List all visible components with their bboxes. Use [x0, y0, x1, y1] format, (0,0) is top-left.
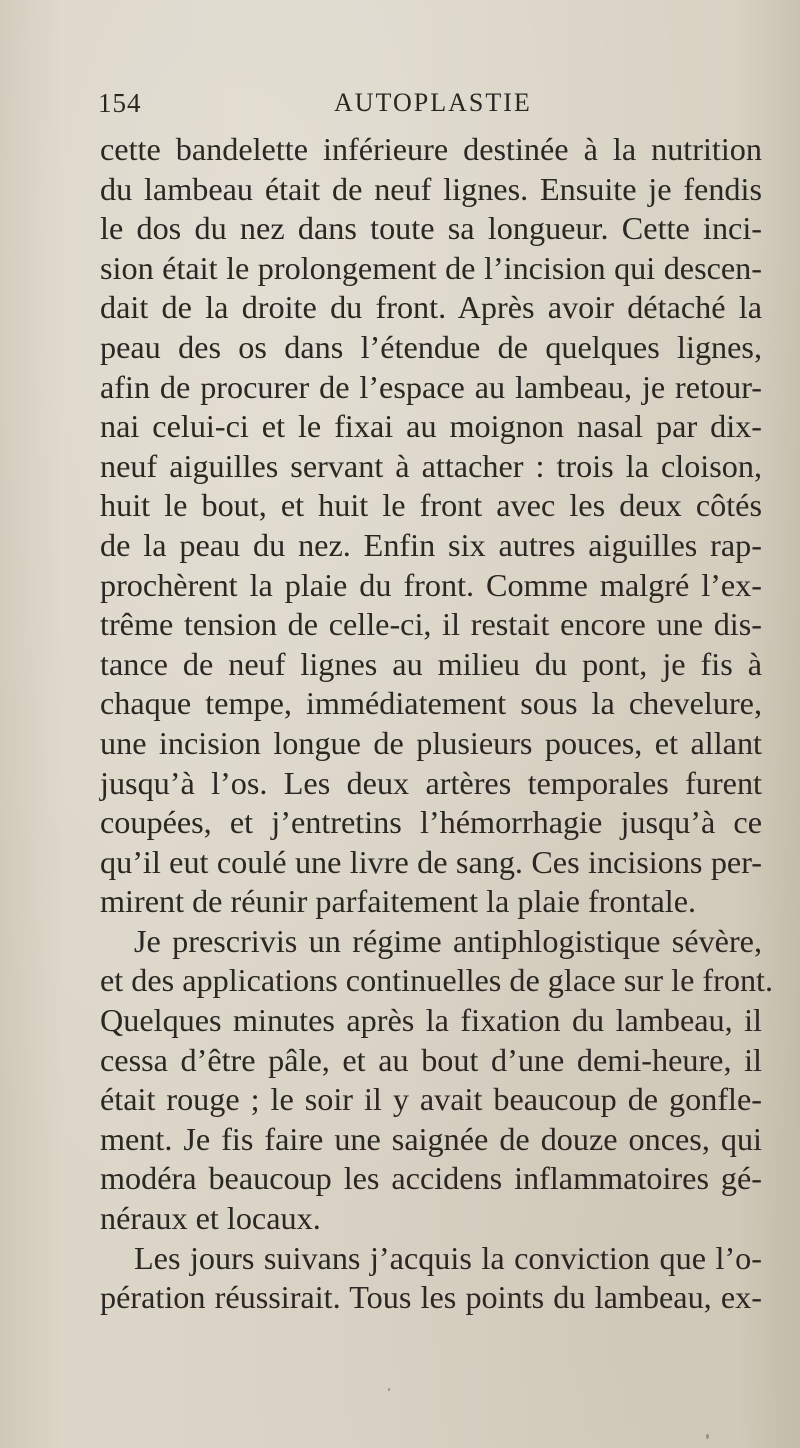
- text-line: une incision longue de plusieurs pouces, et allant: [100, 724, 762, 761]
- text-line: jusqu’à l’os. Les deux artères temporales furent: [100, 764, 762, 801]
- text-line: était rouge ; le soir il y avait beaucoup de gonfle-: [100, 1081, 762, 1118]
- text-line: nai celui-ci et le fixai au moignon nasal par dix-: [100, 408, 762, 445]
- text-line: cessa d’être pâle, et au bout d’une demi-heure, il: [100, 1041, 762, 1078]
- running-title: AUTOPLASTIE: [334, 88, 532, 117]
- text-line: afin de procurer de l’espace au lambeau, je retour-: [100, 368, 762, 405]
- text-line: Je prescrivis un régime antiphlogistique sévère,: [134, 922, 762, 959]
- text-line: chaque tempe, immédiatement sous la chevelure,: [100, 685, 762, 722]
- text-line: peau des os dans l’étendue de quelques lignes,: [100, 328, 762, 365]
- text-line: modéra beaucoup les accidens inflammatoires gé-: [100, 1160, 762, 1197]
- text-line: huit le bout, et huit le front avec les deux côtés: [100, 487, 762, 524]
- text-line: du lambeau était de neuf lignes. Ensuite je fendis: [100, 170, 762, 207]
- text-line: coupées, et j’entretins l’hémorrhagie jusqu’à ce: [100, 804, 762, 841]
- text-line: mirent de réunir parfaitement la plaie frontale.: [100, 883, 697, 920]
- page-number: 154: [98, 88, 142, 118]
- text-line: prochèrent la plaie du front. Comme malgré l’ex-: [100, 566, 762, 603]
- body-text: [100, 130, 774, 1318]
- running-header: [98, 88, 748, 124]
- text-line: trême tension de celle-ci, il restait encore une dis-: [100, 606, 762, 643]
- text-line: Les jours suivans j’acquis la conviction que l’o-: [134, 1239, 762, 1276]
- text-line: tance de neuf lignes au milieu du pont, je fis à: [100, 645, 762, 682]
- text-line: Quelques minutes après la fixation du lambeau, il: [100, 1002, 762, 1039]
- paper-speck: [706, 1434, 709, 1439]
- text-line: dait de la droite du front. Après avoir détaché la: [100, 289, 762, 326]
- text-line: cette bandelette inférieure destinée à la nutrition: [100, 131, 762, 167]
- text-line: néraux et locaux.: [100, 1200, 321, 1237]
- text-line: et des applications continuelles de glace sur le front.: [100, 962, 774, 999]
- text-line: de la peau du nez. Enfin six autres aiguilles rap-: [100, 526, 762, 563]
- text-line: qu’il eut coulé une livre de sang. Ces incisions per-: [100, 843, 762, 880]
- text-line: pération réussirait. Tous les points du lambeau, ex-: [100, 1279, 762, 1316]
- text-line: le dos du nez dans toute sa longueur. Cette inci-: [100, 210, 762, 247]
- text-line: neuf aiguilles servant à attacher : trois la cloison,: [100, 447, 762, 484]
- paper-speck: [388, 1388, 390, 1391]
- text-line: ment. Je fis faire une saignée de douze onces, qui: [100, 1120, 762, 1157]
- text-line: sion était le prolongement de l’incision qui descen-: [100, 249, 762, 286]
